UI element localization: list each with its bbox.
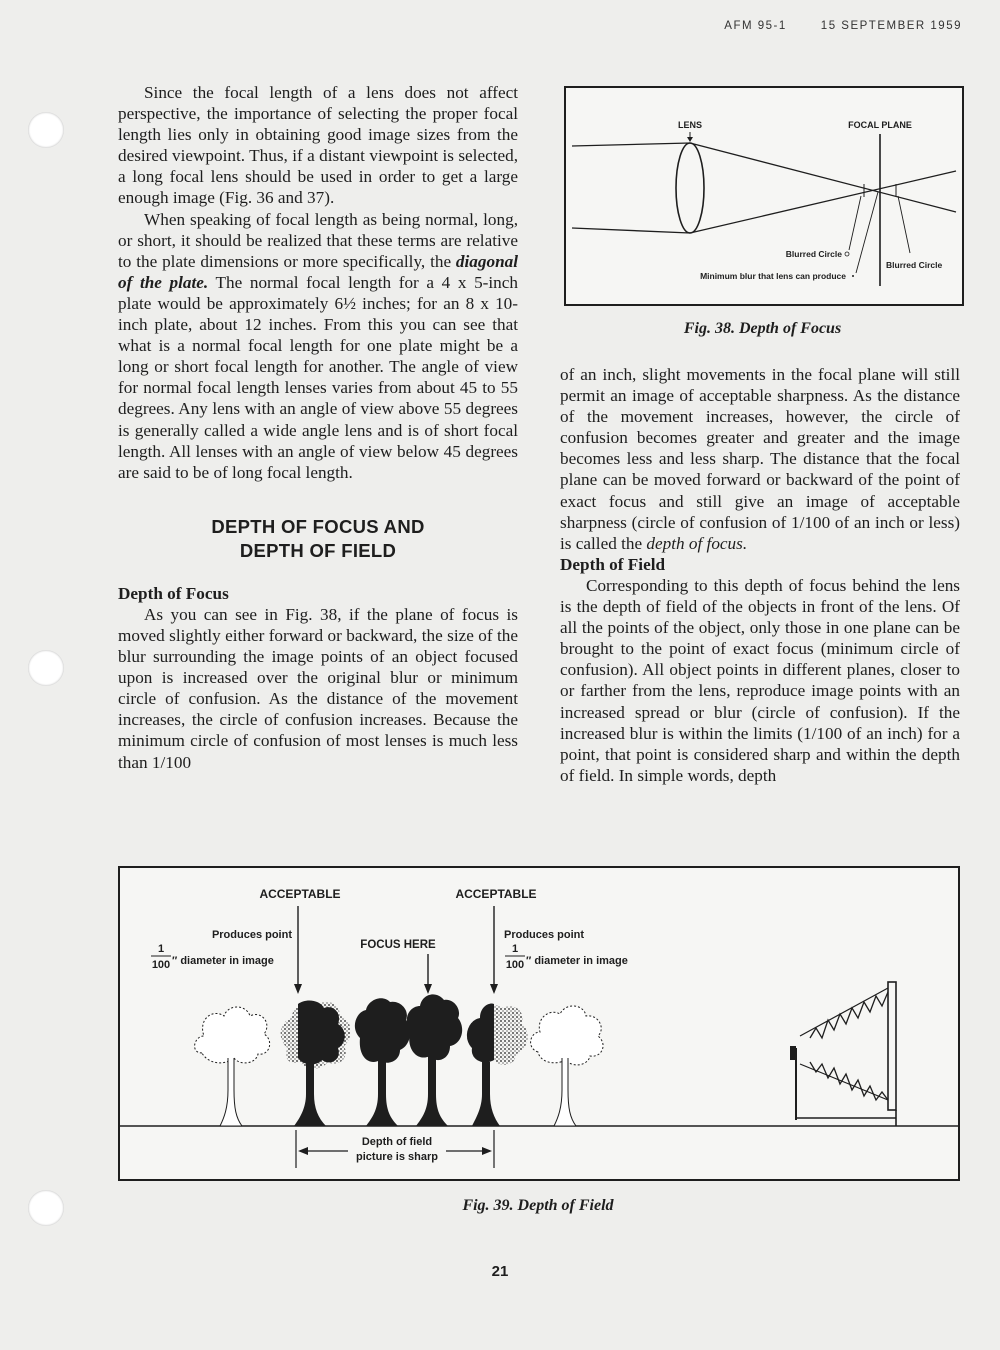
paragraph — [118, 209, 518, 483]
emphasis-text: depth of focus. — [646, 533, 748, 553]
header-date: 15 SEPTEMBER 1959 — [820, 20, 962, 32]
figure-39-depth-of-field — [118, 866, 960, 1181]
tree-boundary-right — [467, 1004, 528, 1126]
binder-hole-top — [28, 112, 64, 148]
diameter-label-right: ″ diameter in image — [526, 955, 628, 967]
paragraph: Since the focal length of a lens does not affect perspective, the importance of selecting the proper focal length lies only in obtaining good image sizes from the desired viewpoint. Thus, if a distant viewpoint is selected, a long focal lens should be used in order to get a large enough image (Fig. 36 and 37). — [118, 83, 518, 208]
subheading-depth-of-field: Depth of Field — [560, 554, 666, 574]
paragraph-text: of an inch, slight movements in the focal plane will still permit an image of acceptable sharpness. As the distance of the movement increases, however, the circle of confusion becomes greater and greater and the image becomes less and less sharp. The distance that the focal plane can be moved forward or backward of the point of exact focus and still give an image of acceptable sharpness (circle of confusion of 1/100 of an inch or less) is called the — [560, 365, 960, 553]
figure-38-depth-of-focus — [564, 86, 964, 306]
arrowhead — [298, 1147, 308, 1155]
fraction-denominator-right: 100 — [505, 959, 525, 971]
lens-arrowhead — [687, 137, 693, 142]
paragraph: Corresponding to this depth of focus behind the lens is the depth of field of the objects in front of the lens. Of all the points of the object, only those in one plane can be brought to the point of exact focus (minimum circle of confusion). All object points in different planes, closer to or farther from the lens, reproduce image points with an increased spread or blur (circle of confusion). If the increased blur is within the limits (1/100 of an inch) for a point, that point is considered sharp and within the depth of field. In simple words, depth — [560, 575, 960, 785]
arrowhead — [490, 984, 498, 994]
figure-38-caption: Fig. 38. Depth of Focus — [683, 320, 842, 337]
paragraph — [560, 364, 960, 554]
ray — [572, 228, 690, 233]
focal-plane-label: FOCAL PLANE — [848, 120, 912, 130]
acceptable-label-right: ACCEPTABLE — [455, 887, 537, 901]
produces-point-right: Produces point — [504, 929, 585, 941]
section-title-line: DEPTH OF FIELD — [239, 539, 397, 561]
blur-circle-marker — [845, 252, 849, 256]
dof-label-line1: Depth of field — [361, 1136, 433, 1148]
page-header — [690, 20, 962, 32]
lens-label: LENS — [677, 120, 703, 130]
paragraph: As you can see in Fig. 38, if the plane of focus is moved slightly either forward or backward, the size of the blur surrounding the image points of an object focused upon is increased over the original blur or minimum circle of confusion. As the distance of the movement increases, the circle of confusion increases. Because the minimum circle of confusion of most lenses is much less than 1/100 — [118, 604, 518, 772]
fraction-numerator-left: 1 — [157, 943, 165, 955]
tree-blurred-right — [531, 1006, 603, 1126]
section-title-line: DEPTH OF FOCUS AND — [211, 515, 425, 537]
fraction-denominator-left: 100 — [151, 959, 171, 971]
diameter-label-left: ″ diameter in image — [172, 955, 274, 967]
blurred-circle-label-right: Blurred Circle — [886, 260, 943, 270]
arrowhead — [294, 984, 302, 994]
paragraph-text: The normal focal length for a 4 x 5-inch plate would be approximately 6½ inches; for an 8 x 10-inch plate, about 12 inches. From this you can see that what is a normal focal length for one plate might be a long or short focal length for another. The angle of view for normal focal length lenses varies from about 45 to 55 degrees. Any lens with an angle of view above 55 degrees is generally called a wide angle lens and is of short focal length. All lenses with an angle of view below 45 degrees are said to be of long focal length. — [118, 272, 518, 482]
min-blur-dot — [852, 275, 854, 277]
callout-line — [849, 196, 861, 250]
manual-number: AFM 95-1 — [724, 20, 787, 32]
lens-shape — [676, 143, 704, 233]
tree-blurred-far-left — [195, 1007, 270, 1126]
acceptable-label-left: ACCEPTABLE — [259, 887, 341, 901]
left-column — [118, 82, 518, 773]
right-column — [560, 364, 960, 786]
produces-point-left: Produces point — [211, 929, 292, 941]
arrowhead — [424, 984, 432, 994]
callout-line — [898, 196, 910, 253]
tree-focused-center — [407, 994, 462, 1126]
focus-here-label: FOCUS HERE — [360, 939, 436, 951]
figure-39-diagram — [120, 868, 958, 1179]
dof-label-line2: picture is sharp — [356, 1151, 438, 1163]
page-number: 21 — [491, 1263, 509, 1280]
tree-focused — [355, 998, 410, 1126]
blurred-circle-label-left: Blurred Circle — [785, 249, 842, 259]
ray — [572, 143, 690, 146]
paragraph-text: When speaking of focal length as being normal, long, or short, it should be realized that these terms are relative to the plate dimensions or more specifically, the — [118, 209, 518, 271]
fraction-numerator-right: 1 — [511, 943, 519, 955]
figure-38-diagram — [566, 88, 962, 304]
section-title — [118, 515, 518, 563]
arrowhead — [482, 1147, 492, 1155]
figure-39-caption: Fig. 39. Depth of Field — [462, 1197, 614, 1214]
emphasis-text: diagonal of the plate. — [118, 251, 518, 292]
binder-hole-bottom — [28, 1190, 64, 1226]
camera-illustration — [790, 982, 896, 1126]
min-blur-label: Minimum blur that lens can produce — [700, 271, 846, 281]
binder-hole-middle — [28, 650, 64, 686]
tree-boundary-left — [281, 1001, 351, 1126]
subheading-depth-of-focus: Depth of Focus — [118, 583, 229, 603]
